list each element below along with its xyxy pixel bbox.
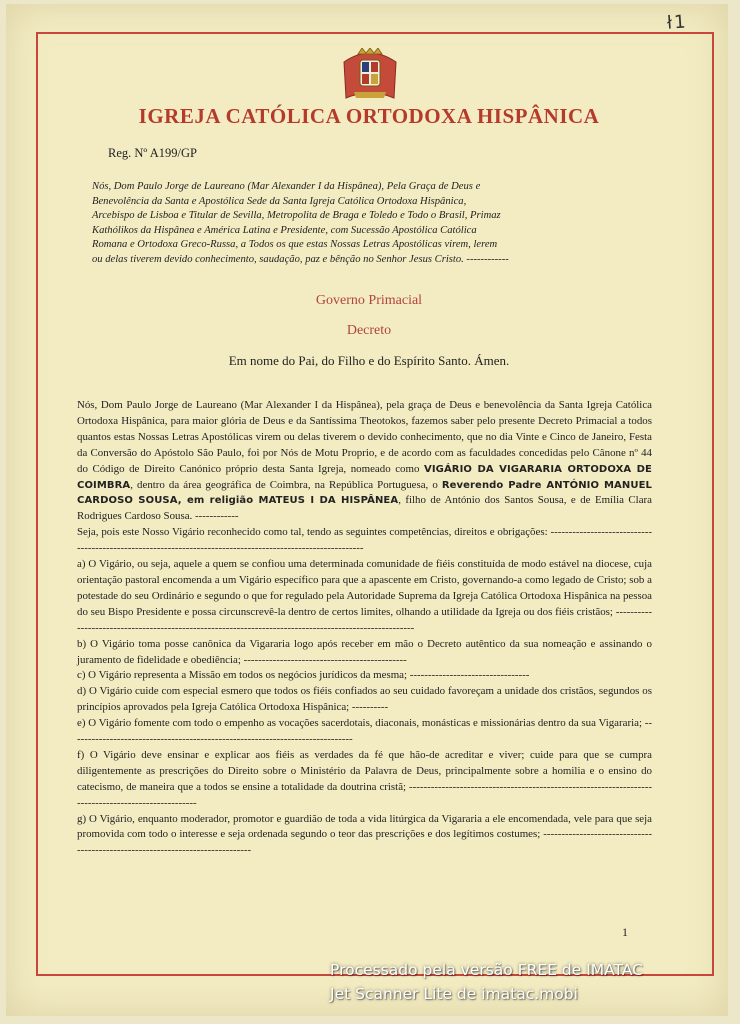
clause-b: b) O Vigário toma posse canônica da Vigararia logo após receber em mão o Decreto autêntico da sua nomeação e assinando o juramento de fidelidade e obediência; --------------------------------------------- [77,637,652,666]
decree-body [77,398,652,859]
appointee-name: Reverendo Padre ANTÓNIO MANUEL CARDOSO SOUSA, em religião MATEUS I DA HISPÂNEA [77,479,652,507]
salutation-line: Arcebispo de Lisboa e Titular de Sevilla, Metropolita de Braga e Toledo e Todo o Brasil, Primaz [92,210,501,222]
clause-e: e) O Vigário fomente com todo o empenho as vocações sacerdotais, diaconais, monásticas e missionárias dentro da sua Vigararia; ------------------------------------------------------------------------------ [77,717,652,746]
clause-c: c) O Vigário representa a Missão em todos os negócios jurídicos da mesma; --------------------------------- [77,669,530,682]
coat-of-arms-icon [340,48,400,104]
clause-a: a) O Vigário, ou seja, aquele a quem se confiou uma determinada comunidade de fiéis constituída de modo estável na diocese, cuja orientação pastoral encomenda a um Vigário específico para que a apascente em Cristo, governando-a como legado de Cristo; sob a potestade do seu Ordinário e segundo o que for regulado pela Autoridade Suprema da Igreja Católica Ortodoxa Hispânica na pessoa do seu Bispo Presidente e possa circunscrevê-la dentro de certos limites, olhando a utilidade da Igreja ou dos fiéis cristãos; ------------------------------------------------------------------------------------------------------- [77,558,652,634]
watermark-line-1: Processado pela versão FREE de IMATAC [330,961,643,979]
decree-paragraph-2: Seja, pois este Nosso Vigário reconhecido como tal, tendo as seguintes competências, direitos e obrigações: ----------------------------------------------------------------------------------------------------------- [77,526,652,555]
scanner-watermark [330,958,643,1006]
decree-paragraph-1: Nós, Dom Paulo Jorge de Laureano (Mar Alexander I da Hispânea), pela graça de Deus e benevolência da Santa Igreja Católica Ortodoxa Hispânica, para maior glória de Deus e da Santíssima Theotokos, fazemos saber pelo presente Decreto Primacial a todos quantos estas Nossas Letras Apostólicas virem ou delas tiverem o devido conhecimento, que no dia Vinte e Cinco de Janeiro, Festa da Conversão do Apóstolo São Paulo, foi por Nós de Motu Proprio, e de acordo com as faculdades concedidas pelo Cânone nº 44 do Código de Direito Canónico próprio desta Santa Igreja, nomeado como VIGÁRIO DA VIGARARIA ORTODOXA DE COIMBRA, dentro da área geográfica de Coimbra, na República Portuguesa, o Reverendo Padre ANTÓNIO MANUEL CARDOSO SOUSA, em religião MATEUS I DA HISPÂNEA, filho de António dos Santos Sousa, e de Emília Clara Rodrigues Cardoso Sousa. ------------ [77,399,653,523]
salutation-line: Romana e Ortodoxa Greco-Russa, a Todos os que estas Nossas Letras Apostólicas virem, lerem [92,239,498,251]
church-title: IGREJA CATÓLICA ORTODOXA HISPÂNICA [138,104,600,128]
salutation-line: ou delas tiverem devido conhecimento, saudação, paz e bênção no Senhor Jesus Cristo. ------------ [92,253,509,265]
salutation-line: Kathólikos da Hispânea e América Latina e Presidente, com Sucessão Apostólica Católica [92,224,477,236]
watermark-line-2: Jet Scanner Lite de imatac.mobi [330,985,578,1003]
clause-f: f) O Vigário deve ensinar e explicar aos fiéis as verdades da fé que hão-de acreditar e viver; cuide para que se cumpra diligentemente as prescrições do Direito sobre o Ministério da Palavra de Deus, principalmente sobre a homilia e o ensino do catecismo, de maneira que a todos se ensine a totalidade da doutrina cristã; ---------------------------------------------------------------------------------------------------- [77,748,652,809]
handwritten-mark: ł1 [666,11,689,34]
clause-g: g) O Vigário, enquanto moderador, promotor e guardião de toda a vida litúrgica da Vigararia a ele encomendada, vele para que seja promovida com todo o interesse e seja ordenada segundo o teor das prescrições e dos legítimos costumes; ------------------------------------------------------------------------------ [77,812,652,857]
appointment-title: VIGÁRIO DA VIGARARIA ORTODOXA DE COIMBRA [77,463,652,491]
page-number: 1 [622,925,628,939]
document-type-heading: Decreto [346,323,392,338]
clause-d: d) O Vigário cuide com especial esmero que todos os fiéis confiados ao seu cuidado favoreçam a unidade dos cristãos, segundos os princípios aprovados pela Igreja Católica Ortodoxa Hispânica; ---------- [77,685,652,714]
salutation-line: Nós, Dom Paulo Jorge de Laureano (Mar Alexander I da Hispânea), Pela Graça de Deus e [92,181,481,192]
registration-number: Reg. Nº A199/GP [108,146,197,160]
salutation-paragraph [92,180,640,268]
invocation: Em nome do Pai, do Filho e do Espírito Santo. Ámen. [228,353,510,368]
salutation-line: Benevolência da Santa e Apostólica Sede da Santa Igreja Católica Ortodoxa Hispânica, [92,195,467,207]
section-heading: Governo Primacial [315,293,423,308]
